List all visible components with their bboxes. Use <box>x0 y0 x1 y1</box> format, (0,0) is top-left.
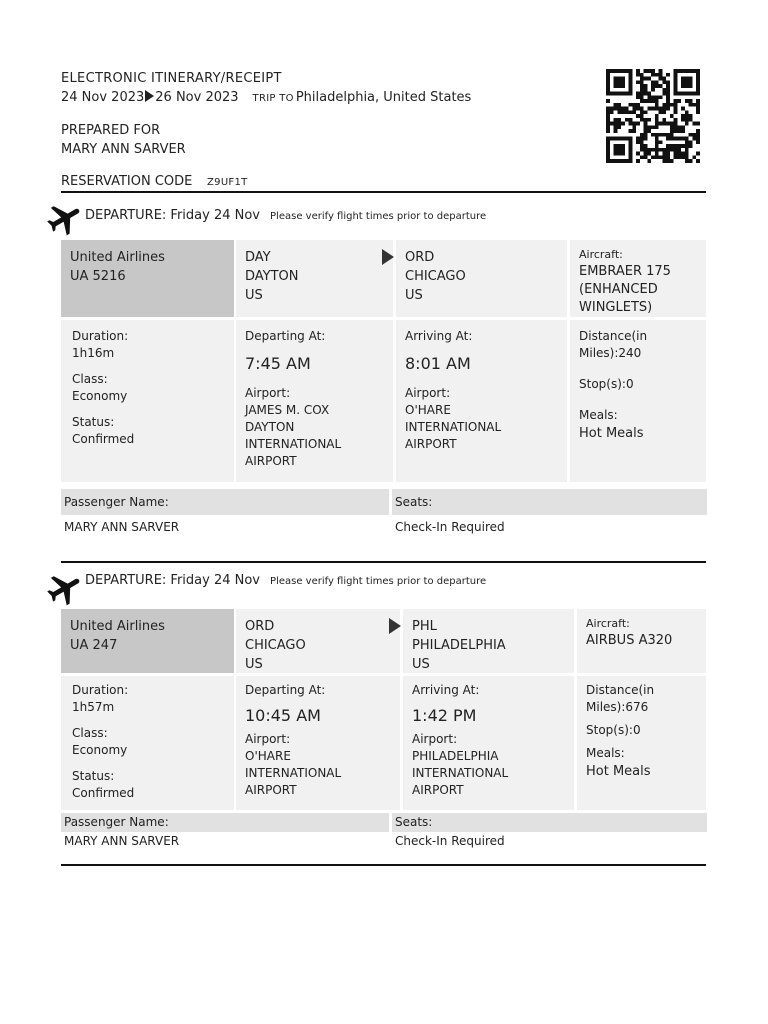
reservation-code-label: RESERVATION CODE <box>61 174 193 189</box>
passenger-name: MARY ANN SARVER <box>64 520 180 534</box>
prepared-for-name: MARY ANN SARVER <box>61 142 186 157</box>
arrival-airport-label: Airport: <box>405 386 451 400</box>
flight-number: UA 5216 <box>70 269 126 284</box>
extras-cell <box>577 676 706 810</box>
distance-line: Distance(in <box>586 683 655 697</box>
arriving-label: Arriving At: <box>405 329 473 343</box>
origin-city: CHICAGO <box>245 638 306 653</box>
departing-label: Departing At: <box>245 329 326 343</box>
distance-line: Miles):676 <box>586 700 649 714</box>
distance-line: Distance(in <box>579 329 648 343</box>
aircraft-label: Aircraft: <box>586 617 630 630</box>
arrival-airport-line: INTERNATIONAL <box>412 766 509 780</box>
airline-cell <box>61 609 234 673</box>
meals-value: Hot Meals <box>586 764 651 779</box>
origin-country: US <box>245 288 263 303</box>
meals-value: Hot Meals <box>579 426 644 441</box>
seats-label: Seats: <box>392 489 707 515</box>
prepared-for-label: PREPARED FOR <box>61 123 161 138</box>
passenger-name: MARY ANN SARVER <box>64 834 180 848</box>
flight-divider <box>61 561 706 563</box>
trip-end-date: 26 Nov 2023 <box>155 90 239 105</box>
departure-note: Please verify flight times prior to departure <box>270 576 487 587</box>
trip-dates <box>61 90 471 105</box>
document-title: ELECTRONIC ITINERARY/RECEIPT <box>61 71 282 86</box>
departure-header-2 <box>85 573 486 588</box>
arriving-cell <box>396 320 567 482</box>
origin-code: ORD <box>245 619 275 634</box>
header-divider <box>61 191 706 193</box>
departing-label: Departing At: <box>245 683 326 697</box>
airline-name: United Airlines <box>70 250 165 265</box>
origin-code: DAY <box>245 250 271 265</box>
airplane-icon <box>45 569 85 609</box>
distance-line: Miles):240 <box>579 346 642 360</box>
origin-cell <box>236 609 400 673</box>
status-value: Confirmed <box>72 432 135 446</box>
departure-label: DEPARTURE: Friday 24 Nov <box>85 573 261 588</box>
arriving-cell <box>403 676 574 810</box>
destination-city: CHICAGO <box>405 269 466 284</box>
aircraft-line: WINGLETS) <box>579 300 653 315</box>
destination-code: ORD <box>405 250 435 265</box>
departing-time: 10:45 AM <box>245 706 321 725</box>
arrival-airport-line: INTERNATIONAL <box>405 420 502 434</box>
triangle-right-icon <box>389 618 401 634</box>
details-cell <box>61 676 234 810</box>
arriving-time: 8:01 AM <box>405 354 471 373</box>
origin-country: US <box>245 657 263 672</box>
duration-value: 1h16m <box>72 346 115 360</box>
departure-airport-line: AIRPORT <box>245 454 297 468</box>
triangle-right-icon <box>382 249 394 265</box>
departure-airport-line: DAYTON <box>245 420 295 434</box>
aircraft-line: (ENHANCED <box>579 282 658 297</box>
departure-note: Please verify flight times prior to departure <box>270 211 487 222</box>
origin-city: DAYTON <box>245 269 299 284</box>
departure-airport-line: JAMES M. COX <box>245 403 330 417</box>
trip-to-label: TRIP TO <box>252 93 294 104</box>
departing-cell <box>236 676 400 810</box>
reservation-code: Z9UF1T <box>207 177 248 188</box>
arrival-airport-line: AIRPORT <box>412 783 464 797</box>
aircraft-label: Aircraft: <box>579 248 623 261</box>
extras-cell <box>570 320 706 482</box>
departure-airport-label: Airport: <box>245 732 291 746</box>
destination-cell <box>403 609 574 673</box>
duration-label: Duration: <box>72 683 129 697</box>
departure-airport-line: AIRPORT <box>245 783 297 797</box>
arrival-airport-line: PHILADELPHIA <box>412 749 499 763</box>
stops-value: Stop(s):0 <box>579 377 634 391</box>
destination-country: US <box>405 288 423 303</box>
aircraft-line: AIRBUS A320 <box>586 633 673 648</box>
seats-label: Seats: <box>392 813 707 832</box>
departure-airport-line: INTERNATIONAL <box>245 766 342 780</box>
airline-name: United Airlines <box>70 619 165 634</box>
seats-value: Check-In Required <box>395 834 505 848</box>
stops-value: Stop(s):0 <box>586 723 641 737</box>
footer-divider <box>61 864 706 866</box>
destination-cell <box>396 240 567 317</box>
airplane-icon <box>45 199 85 239</box>
trip-start-date: 24 Nov 2023 <box>61 90 145 105</box>
class-value: Economy <box>72 743 128 757</box>
passenger-name-label: Passenger Name: <box>61 813 389 832</box>
status-value: Confirmed <box>72 786 135 800</box>
trip-destination: Philadelphia, United States <box>295 90 472 105</box>
status-label: Status: <box>72 415 115 429</box>
flight-number: UA 247 <box>70 638 118 653</box>
airline-cell <box>61 240 234 317</box>
destination-code: PHL <box>412 619 437 634</box>
arriving-time: 1:42 PM <box>412 706 477 725</box>
aircraft-line: EMBRAER 175 <box>579 264 671 279</box>
arrival-airport-line: AIRPORT <box>405 437 457 451</box>
origin-cell <box>236 240 393 317</box>
meals-label: Meals: <box>579 408 618 422</box>
arrival-airport-line: O'HARE <box>405 403 451 417</box>
arriving-label: Arriving At: <box>412 683 480 697</box>
details-cell <box>61 320 234 482</box>
departing-cell <box>236 320 393 482</box>
destination-country: US <box>412 657 430 672</box>
passenger-name-label: Passenger Name: <box>61 489 389 515</box>
departure-airport-line: O'HARE <box>245 749 291 763</box>
departure-airport-label: Airport: <box>245 386 291 400</box>
seats-value: Check-In Required <box>395 520 505 534</box>
destination-city: PHILADELPHIA <box>412 638 506 653</box>
aircraft-cell <box>577 609 706 673</box>
duration-value: 1h57m <box>72 700 115 714</box>
arrival-airport-label: Airport: <box>412 732 458 746</box>
qr-code-icon <box>603 69 703 163</box>
departure-airport-line: INTERNATIONAL <box>245 437 342 451</box>
status-label: Status: <box>72 769 115 783</box>
triangle-right-icon <box>145 90 154 102</box>
departing-time: 7:45 AM <box>245 354 311 373</box>
class-label: Class: <box>72 372 108 386</box>
meals-label: Meals: <box>586 746 625 760</box>
class-value: Economy <box>72 389 128 403</box>
departure-label: DEPARTURE: Friday 24 Nov <box>85 208 261 223</box>
duration-label: Duration: <box>72 329 129 343</box>
departure-header-1 <box>85 208 486 223</box>
class-label: Class: <box>72 726 108 740</box>
aircraft-cell <box>570 240 706 317</box>
